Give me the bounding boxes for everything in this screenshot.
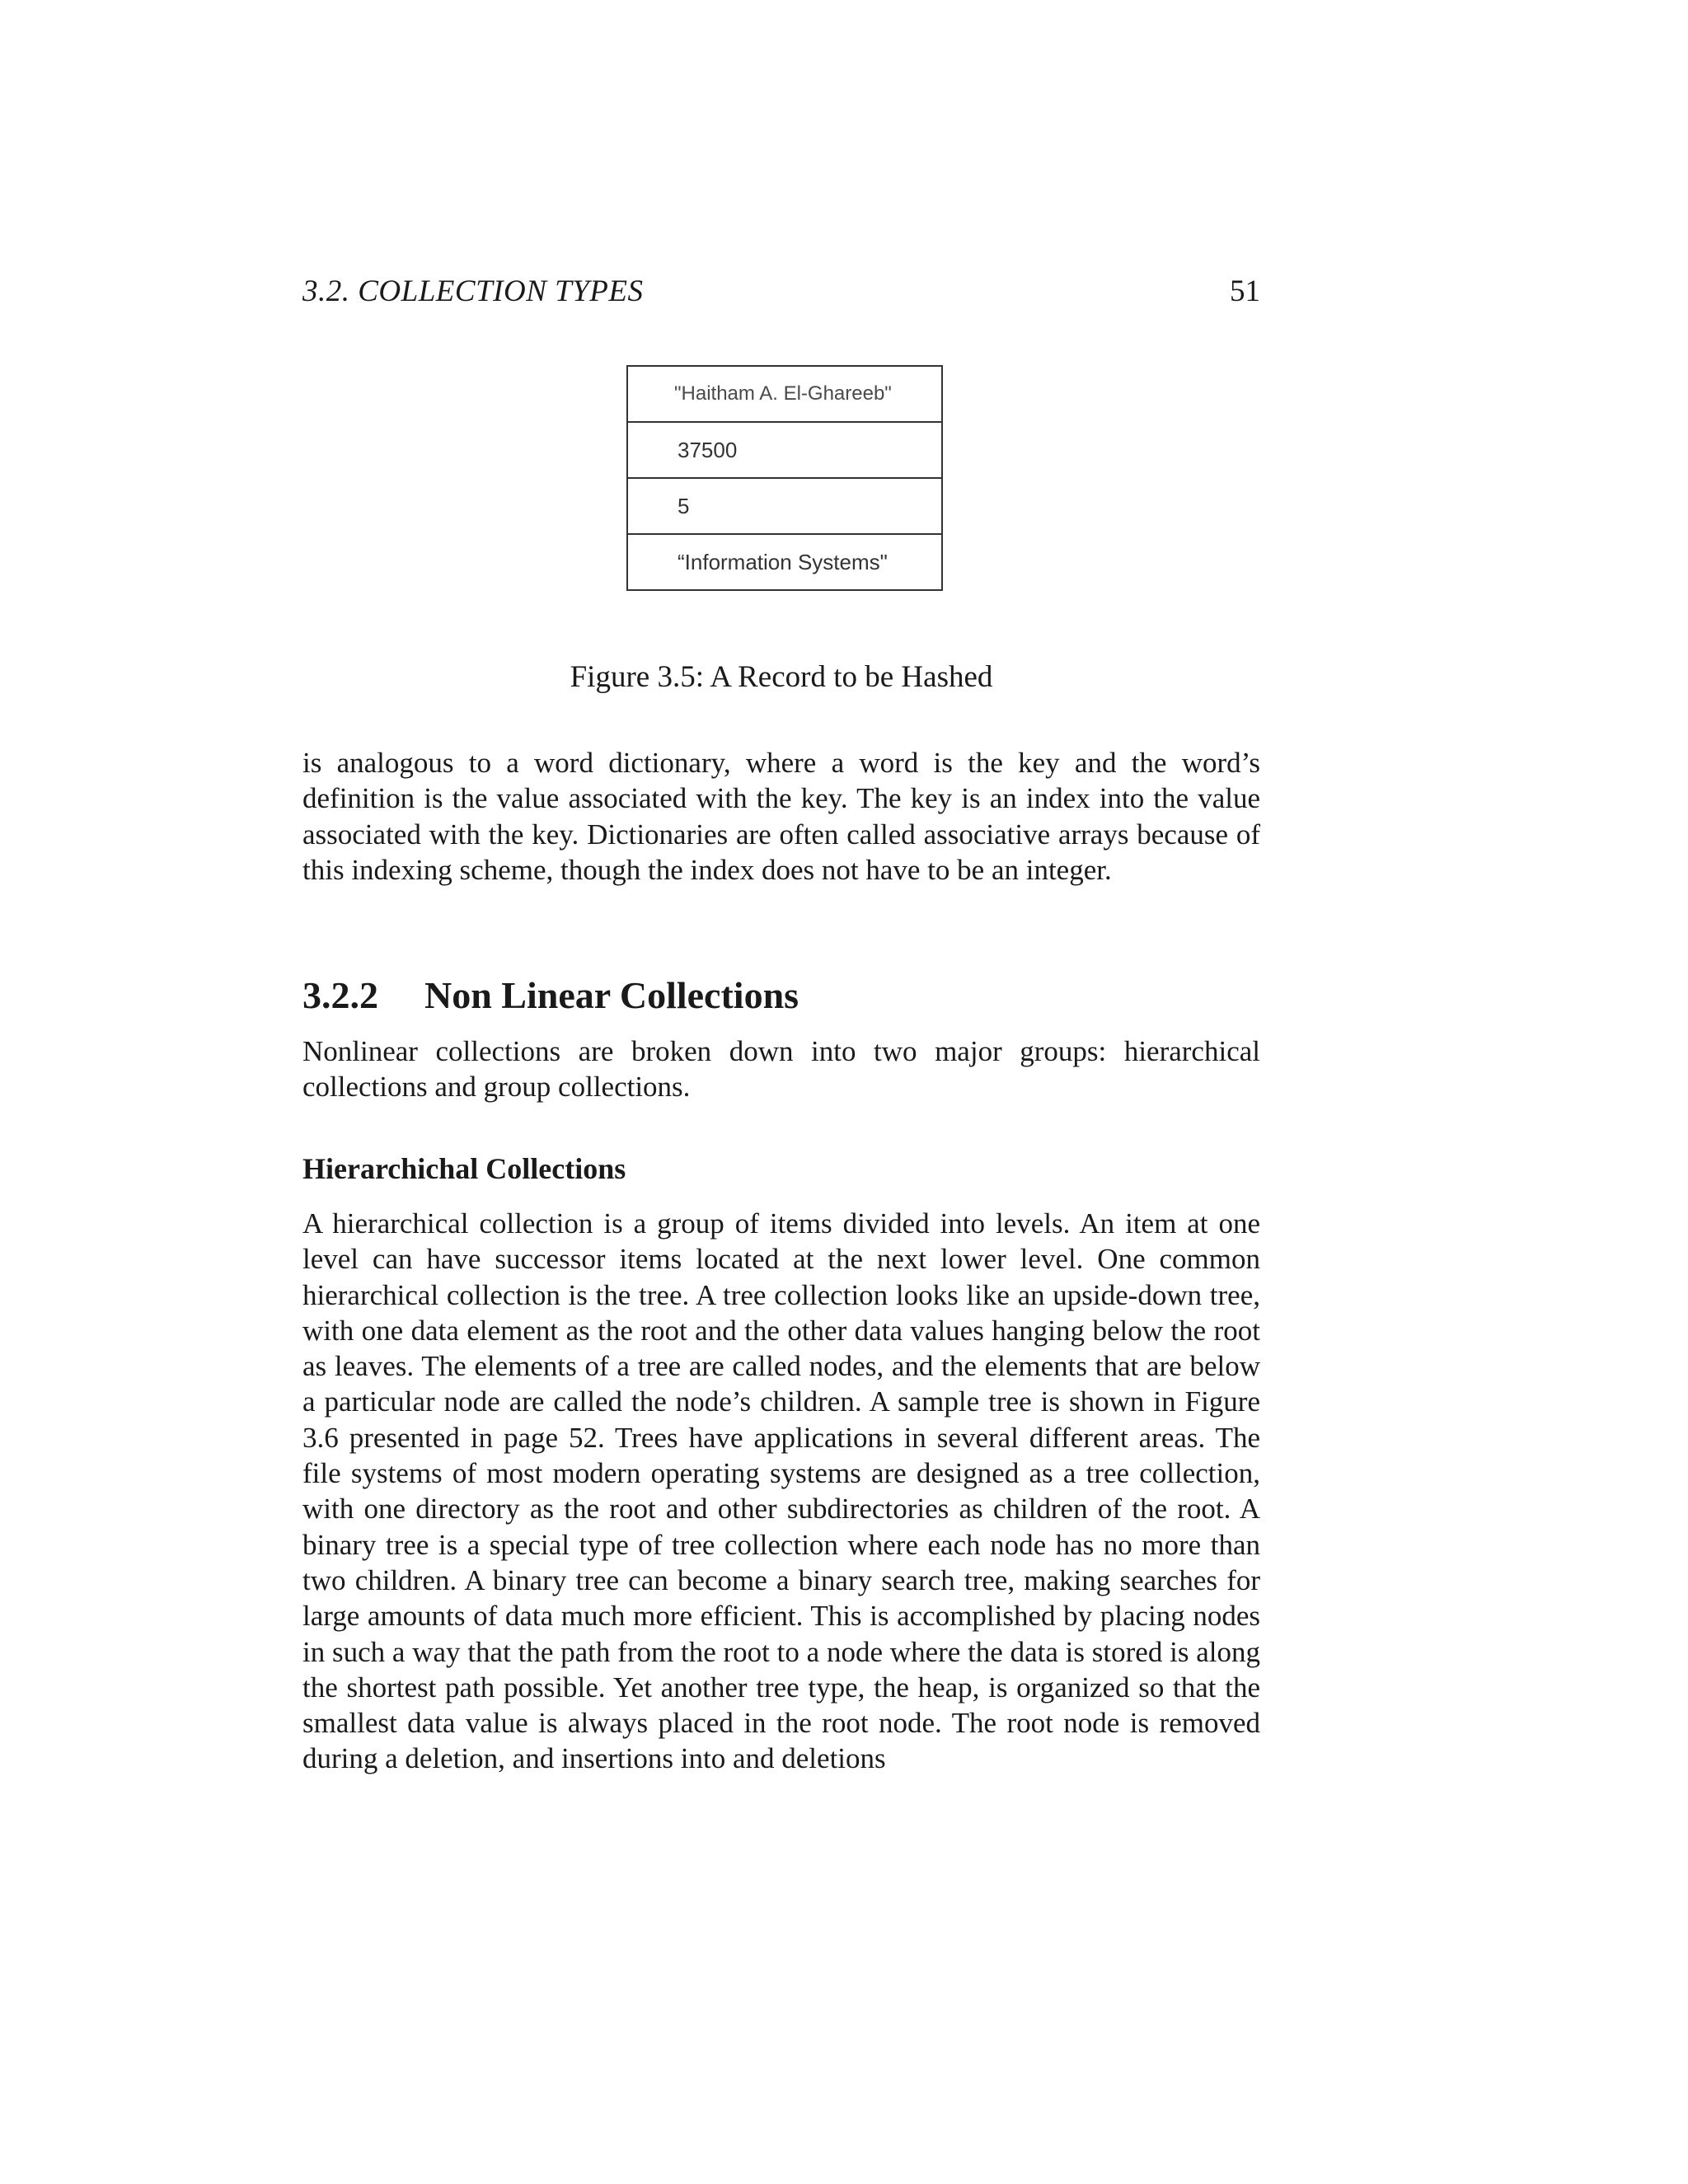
paragraph-hierarchical: A hierarchical collection is a group of items divided into levels. An item at one level can have successor items located at the next lower level. One common hierarchical collection is the tree. A tree collection looks like an upside-down tree, with one data element as the root and the other data values hanging below the root as leaves. The elements of a tree are called nodes, and the elements that are below a particular node are called the node’s children. A sample tree is shown in Figure 3.6 presented in page 52. Trees have applications in several different areas. The file systems of most modern operating systems are designed as a tree collection, with one directory as the root and other subdirectories as children of the root. A binary tree is a special type of tree collection where each node has no more than two children. A binary tree can become a binary search tree, making searches for large amounts of data much more efficient. This is accomplished by placing nodes in such a way that the path from the root to a node where the data is stored is along the shortest path possible. Yet another tree type, the heap, is organized so that the smallest data value is always placed in the root node. The root node is removed during a deletion, and insertions into and deletions [302,1207,1260,1775]
section-title: Non Linear Collections [424,974,799,1016]
running-head [302,274,1260,310]
record-figure [626,365,943,591]
section-number: 3.2.2 [302,974,378,1016]
paragraph-dictionary: is analogous to a word dictionary, where a word is the key and the word’s definition is the value associated with the key. The key is an index into the value associated with the key. Dictionaries are often called associative arrays because of this indexing scheme, though the index does not have to be an integer. [302,747,1260,886]
paragraph-nonlinear: Nonlinear collections are broken down into two major groups: hierarchical collections and group collections. [302,1035,1260,1104]
section-heading [302,972,799,1019]
record-field-years: 5 [628,479,941,535]
page-number: 51 [1230,274,1260,308]
record-field-name: "Haitham A. El-Ghareeb" [628,367,941,423]
figure-caption: Figure 3.5: A Record to be Hashed [570,660,993,694]
subsection-heading: Hierarchichal Collections [302,1152,626,1185]
running-head-section: 3.2. COLLECTION TYPES [302,274,644,308]
record-field-salary: 37500 [628,423,941,479]
record-field-department: “Information Systems" [678,550,888,574]
document-page [302,0,1260,2184]
